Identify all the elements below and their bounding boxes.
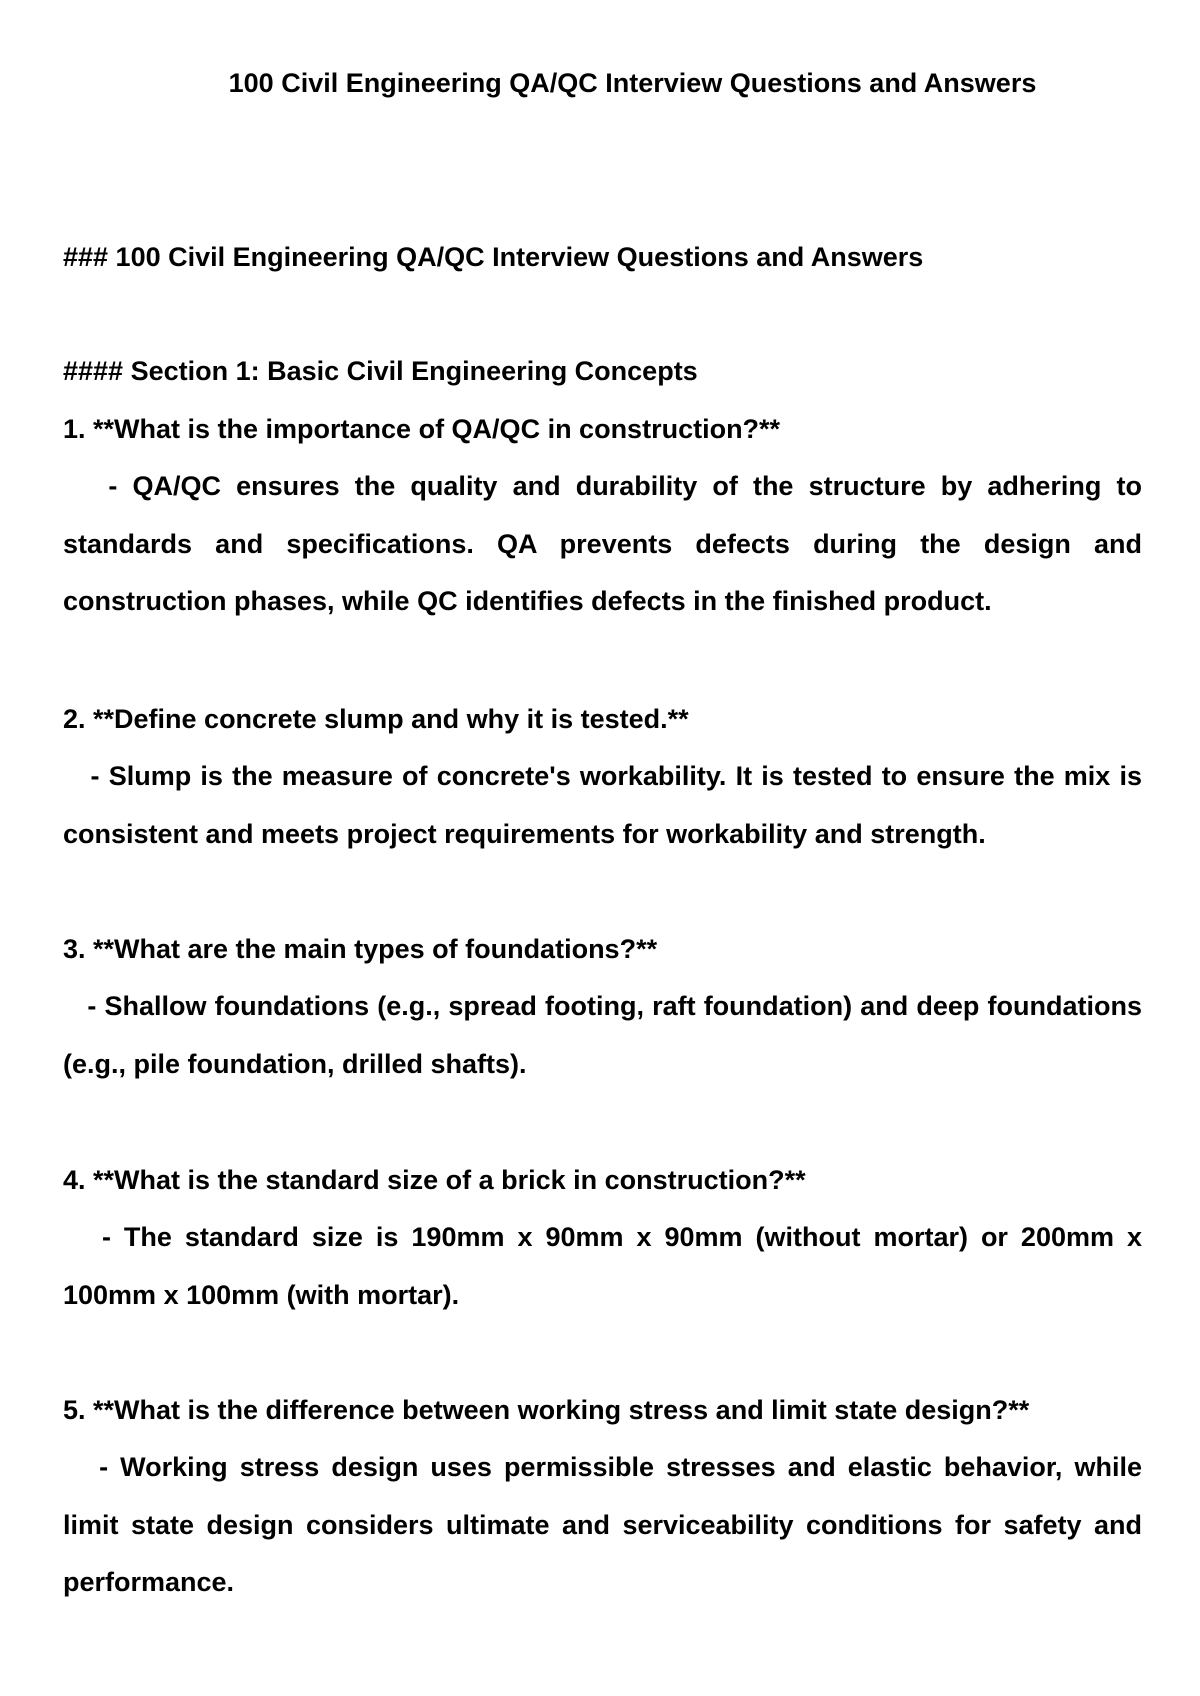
qa-item [63, 932, 1142, 1093]
qa-item [63, 1393, 1142, 1612]
answer-text: - Working stress design uses permissible stresses and elastic behavior, while limit state design considers ultimate and serviceability conditions for safety and performance. [63, 1452, 1142, 1597]
answer-text: - The standard size is 190mm x 90mm x 90mm (without mortar) or 200mm x 100mm x 100mm (with mortar). [63, 1222, 1142, 1310]
qa-item [63, 1163, 1142, 1324]
question-text: 5. **What is the difference between working stress and limit state design?** [63, 1395, 1030, 1425]
question-text: 1. **What is the importance of QA/QC in construction?** [63, 414, 781, 444]
qa-item [63, 412, 1142, 631]
answer-text: - Slump is the measure of concrete's workability. It is tested to ensure the mix is consistent and meets project requirements for workability and strength. [63, 761, 1142, 849]
question-text: 3. **What are the main types of foundations?** [63, 934, 658, 964]
markdown-h3-heading: ### 100 Civil Engineering QA/QC Interview Questions and Answers [63, 242, 924, 272]
answer-text: - QA/QC ensures the quality and durability of the structure by adhering to standards and specifications. QA prevents defects during the design and construction phases, while QC identifies defects in the finished product. [63, 471, 1142, 616]
section-heading: #### Section 1: Basic Civil Engineering Concepts [63, 356, 698, 386]
question-text: 2. **Define concrete slump and why it is tested.** [63, 704, 689, 734]
document-title: 100 Civil Engineering QA/QC Interview Questions and Answers [228, 68, 1037, 98]
question-text: 4. **What is the standard size of a brick in construction?** [63, 1165, 806, 1195]
qa-item [63, 702, 1142, 863]
answer-text: - Shallow foundations (e.g., spread footing, raft foundation) and deep foundations (e.g., pile foundation, drilled shafts). [63, 991, 1142, 1079]
